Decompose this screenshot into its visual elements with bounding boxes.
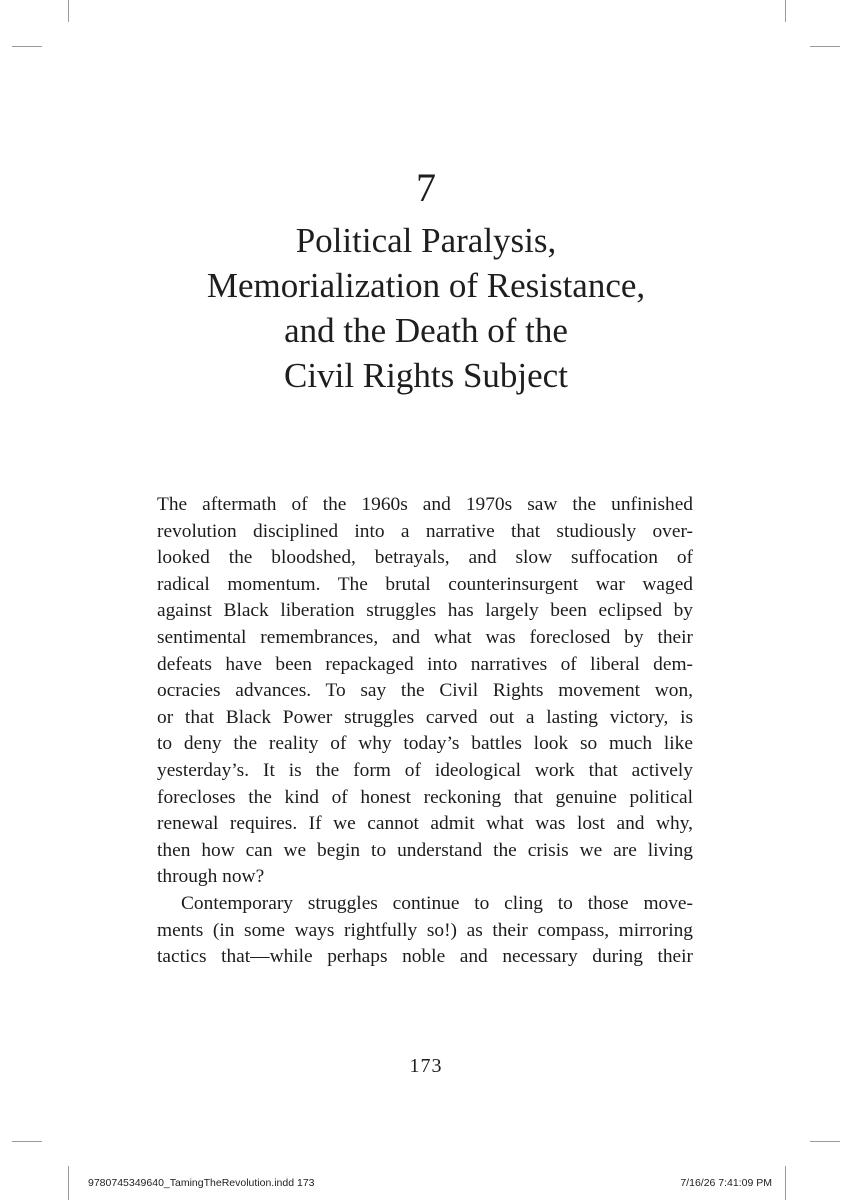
crop-mark-left-top (12, 46, 42, 47)
text-line: ments (in some ways rightfully so!) as their compass, mirroring (157, 919, 693, 941)
chapter-title-line: Civil Rights Subject (284, 356, 568, 395)
page-number: 173 (409, 1055, 443, 1077)
crop-mark-right-bottom (810, 1141, 840, 1142)
text-line: forecloses the kind of honest reckoning that genuine political (157, 786, 693, 808)
slug-file-name: 9780745349640_TamingTheRevolution.indd 173 (88, 1177, 315, 1189)
text-line: revolution disciplined into a narrative that studiously over- (157, 520, 693, 542)
text-line: Contemporary struggles continue to cling to those move- (181, 892, 693, 914)
chapter-number: 7 (416, 165, 436, 210)
text-line: radical momentum. The brutal counterinsurgent war waged (157, 573, 693, 595)
paragraph (157, 492, 693, 891)
text-line: then how can we begin to understand the crisis we are living (157, 839, 693, 861)
crop-mark-right-top (810, 46, 840, 47)
text-line: or that Black Power struggles carved out a lasting victory, is (157, 706, 693, 728)
crop-mark-top-right (785, 0, 786, 22)
paragraph (157, 891, 693, 971)
chapter-title (120, 218, 732, 398)
body-text (157, 492, 693, 971)
slug-date-time: 7/16/26 7:41:09 PM (680, 1177, 772, 1189)
chapter-title-line: and the Death of the (284, 311, 568, 350)
text-line: tactics that—while perhaps noble and necessary during their (157, 946, 693, 968)
text-line: renewal requires. If we cannot admit what was lost and why, (157, 813, 693, 835)
crop-mark-top-left (68, 0, 69, 22)
crop-mark-bottom-right (785, 1166, 786, 1200)
chapter-title-line: Political Paralysis, (295, 221, 557, 260)
text-line: The aftermath of the 1960s and 1970s saw the unfinished (157, 494, 693, 515)
crop-mark-left-bottom (12, 1141, 42, 1142)
text-line: against Black liberation struggles has largely been eclipsed by (157, 600, 693, 622)
text-line: defeats have been repackaged into narratives of liberal dem- (157, 653, 693, 675)
chapter-title-line: Memorialization of Resistance, (206, 266, 646, 305)
text-line: ocracies advances. To say the Civil Rights movement won, (157, 680, 693, 702)
text-line: to deny the reality of why today’s battles look so much like (157, 733, 693, 755)
text-line: yesterday’s. It is the form of ideological work that actively (157, 759, 693, 781)
crop-mark-bottom-left (68, 1166, 69, 1200)
text-line: sentimental remembrances, and what was foreclosed by their (157, 626, 693, 648)
text-line: through now? (157, 866, 265, 888)
text-line: looked the bloodshed, betrayals, and slow suffocation of (157, 547, 693, 569)
